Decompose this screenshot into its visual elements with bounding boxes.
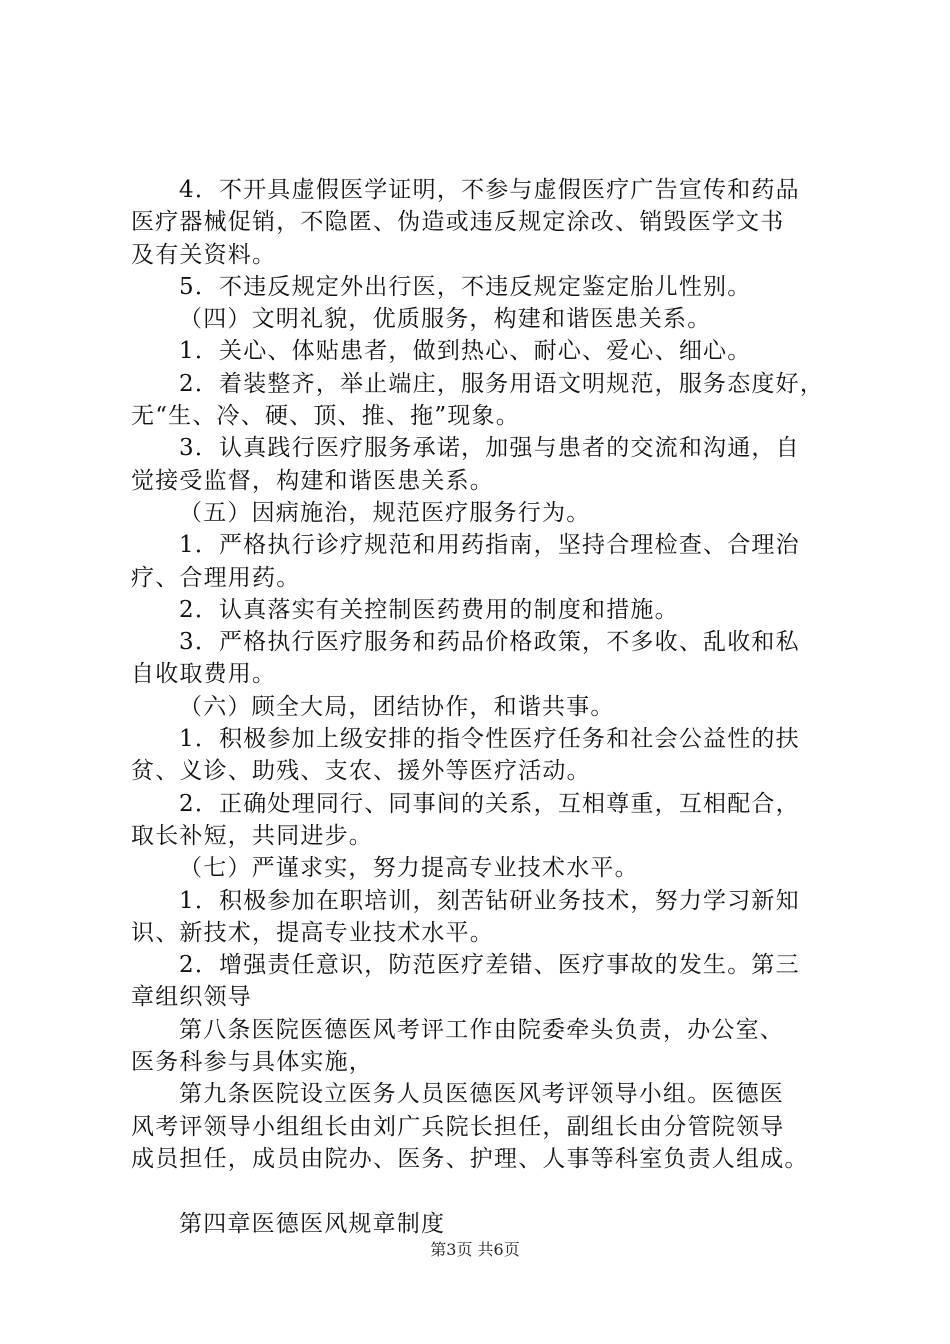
document-body xyxy=(131,174,831,1240)
paragraph-line: 第八条医院医德医风考评工作由院委牵头负责，办公室、 xyxy=(179,1016,784,1043)
paragraph-line: 2．认真落实有关控制医药费用的制度和措施。 xyxy=(179,596,679,623)
paragraph-line: 2．着装整齐，举止端庄，服务用语文明规范，服务态度好， xyxy=(179,370,825,397)
section-heading: （五）因病施治，规范医疗服务行为。 xyxy=(179,499,591,526)
paragraph-line: 成员担任，成员由院办、医务、护理、人事等科室负责人组成。 xyxy=(131,1145,809,1172)
paragraph-line: 医务科参与具体实施， xyxy=(131,1049,373,1076)
paragraph-line: 2．正确处理同行、同事间的关系，互相尊重，互相配合， xyxy=(179,790,800,817)
paragraph-line: 及有关资料。 xyxy=(131,241,277,268)
paragraph-line: 4．不开具虚假医学证明，不参与虚假医疗广告宣传和药品 xyxy=(179,177,800,203)
chapter-heading: 第四章医德医风规章制度 xyxy=(179,1210,446,1237)
paragraph-line: 第九条医院设立医务人员医德医风考评领导小组。医德医 xyxy=(179,1081,784,1108)
blank-line xyxy=(131,1175,831,1207)
paragraph-line: 1．积极参加上级安排的指令性医疗任务和社会公益性的扶 xyxy=(179,726,800,753)
paragraph-line: 1．积极参加在职培训，刻苦钻研业务技术，努力学习新知 xyxy=(179,887,800,914)
paragraph-line: 自收取费用。 xyxy=(131,661,277,688)
paragraph-line: 疗、合理用药。 xyxy=(131,564,301,591)
paragraph-line: 5．不违反规定外出行医，不违反规定鉴定胎儿性别。 xyxy=(179,273,752,300)
paragraph-line: 章组织领导 xyxy=(131,984,252,1011)
page-footer: 第3页 共6页 xyxy=(430,1240,520,1259)
paragraph-line: 觉接受监督，构建和谐医患关系。 xyxy=(131,467,494,494)
paragraph-line: 贫、义诊、助残、支农、援外等医疗活动。 xyxy=(131,758,591,785)
paragraph-line: 1．严格执行诊疗规范和用药指南，坚持合理检查、合理治 xyxy=(179,532,800,559)
paragraph-line: 识、新技术，提高专业技术水平。 xyxy=(131,919,494,946)
paragraph-line: 风考评领导小组组长由刘广兵院长担任，副组长由分管院领导 xyxy=(131,1113,785,1140)
paragraph-line: 无“生、冷、硬、顶、推、拖”现象。 xyxy=(131,403,520,430)
section-heading: （六）顾全大局，团结协作，和谐共事。 xyxy=(179,693,615,720)
paragraph-line: 3．严格执行医疗服务和药品价格政策，不多收、乱收和私 xyxy=(179,629,800,656)
section-heading: （四）文明礼貌，优质服务，构建和谐医患关系。 xyxy=(179,306,712,333)
paragraph-line: 1．关心、体贴患者，做到热心、耐心、爱心、细心。 xyxy=(179,338,752,365)
paragraph-line: 2．增强责任意识，防范医疗差错、医疗事故的发生。第三 xyxy=(179,952,800,979)
paragraph-line: 3．认真践行医疗服务承诺，加强与患者的交流和沟通，自 xyxy=(179,435,800,462)
section-heading: （七）严谨求实，努力提高专业技术水平。 xyxy=(179,855,639,882)
paragraph-line: 医疗器械促销，不隐匿、伪造或违反规定涂改、销毁医学文书 xyxy=(131,209,785,236)
paragraph-line: 取长补短，共同进步。 xyxy=(131,822,373,849)
